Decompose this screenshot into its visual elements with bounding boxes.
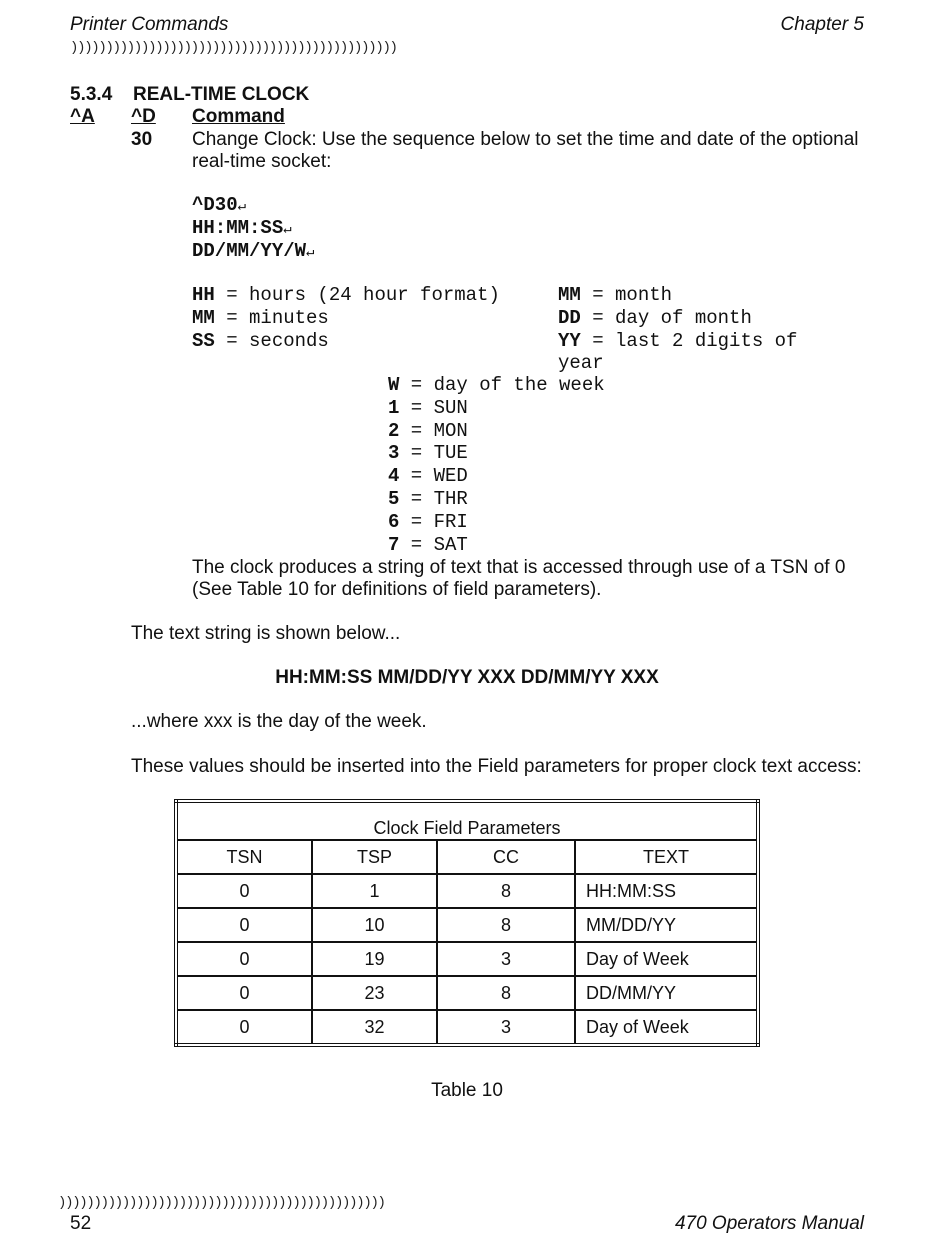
sequence-text: DD/MM/YY/W bbox=[192, 240, 307, 262]
definition-item: SS = seconds bbox=[192, 330, 329, 352]
table-row bbox=[176, 874, 758, 908]
weekday-item: 1 = SUN bbox=[388, 397, 468, 419]
cell-cc: 8 bbox=[437, 908, 575, 942]
cell-cc: 3 bbox=[437, 942, 575, 976]
section-number: 5.3.4 bbox=[70, 84, 113, 105]
table-row bbox=[176, 976, 758, 1010]
column-header-tsp: TSP bbox=[312, 840, 437, 874]
weekday-item: 3 = TUE bbox=[388, 442, 468, 464]
sequence-text: ^D30 bbox=[192, 194, 238, 216]
table-label: Table 10 bbox=[431, 1080, 503, 1101]
weekday-item: 6 = FRI bbox=[388, 511, 468, 533]
string-format: HH:MM:SS MM/DD/YY XXX DD/MM/YY XXX bbox=[275, 667, 659, 688]
weekday-item: 5 = THR bbox=[388, 488, 468, 510]
clock-description-line2: (See Table 10 for definitions of field parameters). bbox=[192, 579, 602, 600]
string-intro: The text string is shown below... bbox=[131, 623, 401, 644]
sequence-text: HH:MM:SS bbox=[192, 217, 284, 239]
cell-cc: 8 bbox=[437, 976, 575, 1010]
table-caption: Clock Field Parameters bbox=[176, 801, 758, 840]
cell-text: MM/DD/YY bbox=[575, 908, 758, 942]
insert-note: These values should be inserted into the Field parameters for proper clock text access: bbox=[131, 756, 862, 777]
cell-tsn: 0 bbox=[176, 908, 312, 942]
page-number: 52 bbox=[70, 1213, 92, 1234]
column-header-text: TEXT bbox=[575, 840, 758, 874]
definition-item: YY = last 2 digits of bbox=[558, 330, 798, 352]
definition-item: HH = hours (24 hour format) bbox=[192, 284, 500, 306]
sequence-line bbox=[192, 217, 292, 239]
running-header-left: Printer Commands bbox=[70, 14, 229, 35]
table-row bbox=[176, 1010, 758, 1045]
section-title: REAL-TIME CLOCK bbox=[133, 84, 310, 105]
clock-description-line1: The clock produces a string of text that is accessed through use of a TSN of 0 bbox=[192, 557, 846, 578]
weekday-item: W = day of the week bbox=[388, 374, 605, 396]
definition-item: DD = day of month bbox=[558, 307, 752, 329]
definition-continuation: year bbox=[558, 352, 604, 374]
footer-rule: )))))))))))))))))))))))))))))))))))))))))))))) bbox=[58, 1195, 385, 1211]
return-arrow-icon: ↵ bbox=[237, 199, 247, 215]
column-header-cc: CC bbox=[437, 840, 575, 874]
cell-cc: 8 bbox=[437, 874, 575, 908]
cell-cc: 3 bbox=[437, 1010, 575, 1045]
cell-text: HH:MM:SS bbox=[575, 874, 758, 908]
command-code: 30 bbox=[131, 129, 153, 150]
weekday-item: 4 = WED bbox=[388, 465, 468, 487]
command-description-line1: Change Clock: Use the sequence below to set the time and date of the optional bbox=[192, 129, 859, 150]
clock-field-parameters-table bbox=[174, 799, 760, 1047]
header-rule: )))))))))))))))))))))))))))))))))))))))))))))) bbox=[70, 40, 397, 56]
column-header-command: Command bbox=[192, 106, 285, 127]
sequence-line bbox=[192, 194, 246, 216]
cell-tsp: 10 bbox=[312, 908, 437, 942]
cell-text: Day of Week bbox=[575, 1010, 758, 1045]
cell-tsp: 1 bbox=[312, 874, 437, 908]
table-row bbox=[176, 942, 758, 976]
weekday-item: 7 = SAT bbox=[388, 534, 468, 556]
cell-tsn: 0 bbox=[176, 976, 312, 1010]
running-header-right: Chapter 5 bbox=[780, 14, 864, 35]
column-header-tsn: TSN bbox=[176, 840, 312, 874]
command-description-line2: real-time socket: bbox=[192, 151, 332, 172]
cell-tsp: 23 bbox=[312, 976, 437, 1010]
return-arrow-icon: ↵ bbox=[283, 222, 292, 238]
table-row bbox=[176, 908, 758, 942]
where-note: ...where xxx is the day of the week. bbox=[131, 711, 427, 732]
cell-tsn: 0 bbox=[176, 874, 312, 908]
cell-tsp: 32 bbox=[312, 1010, 437, 1045]
cell-tsn: 0 bbox=[176, 1010, 312, 1045]
return-arrow-icon: ↵ bbox=[306, 245, 315, 261]
definition-item: MM = month bbox=[558, 284, 673, 306]
cell-text: Day of Week bbox=[575, 942, 758, 976]
table-header-row bbox=[176, 840, 758, 874]
sequence-line bbox=[192, 240, 314, 262]
column-header-a: ^A bbox=[70, 106, 95, 127]
definition-item: MM = minutes bbox=[192, 307, 329, 329]
column-header-d: ^D bbox=[131, 106, 156, 127]
cell-text: DD/MM/YY bbox=[575, 976, 758, 1010]
cell-tsn: 0 bbox=[176, 942, 312, 976]
cell-tsp: 19 bbox=[312, 942, 437, 976]
weekday-item: 2 = MON bbox=[388, 420, 468, 442]
manual-title: 470 Operators Manual bbox=[674, 1213, 864, 1234]
